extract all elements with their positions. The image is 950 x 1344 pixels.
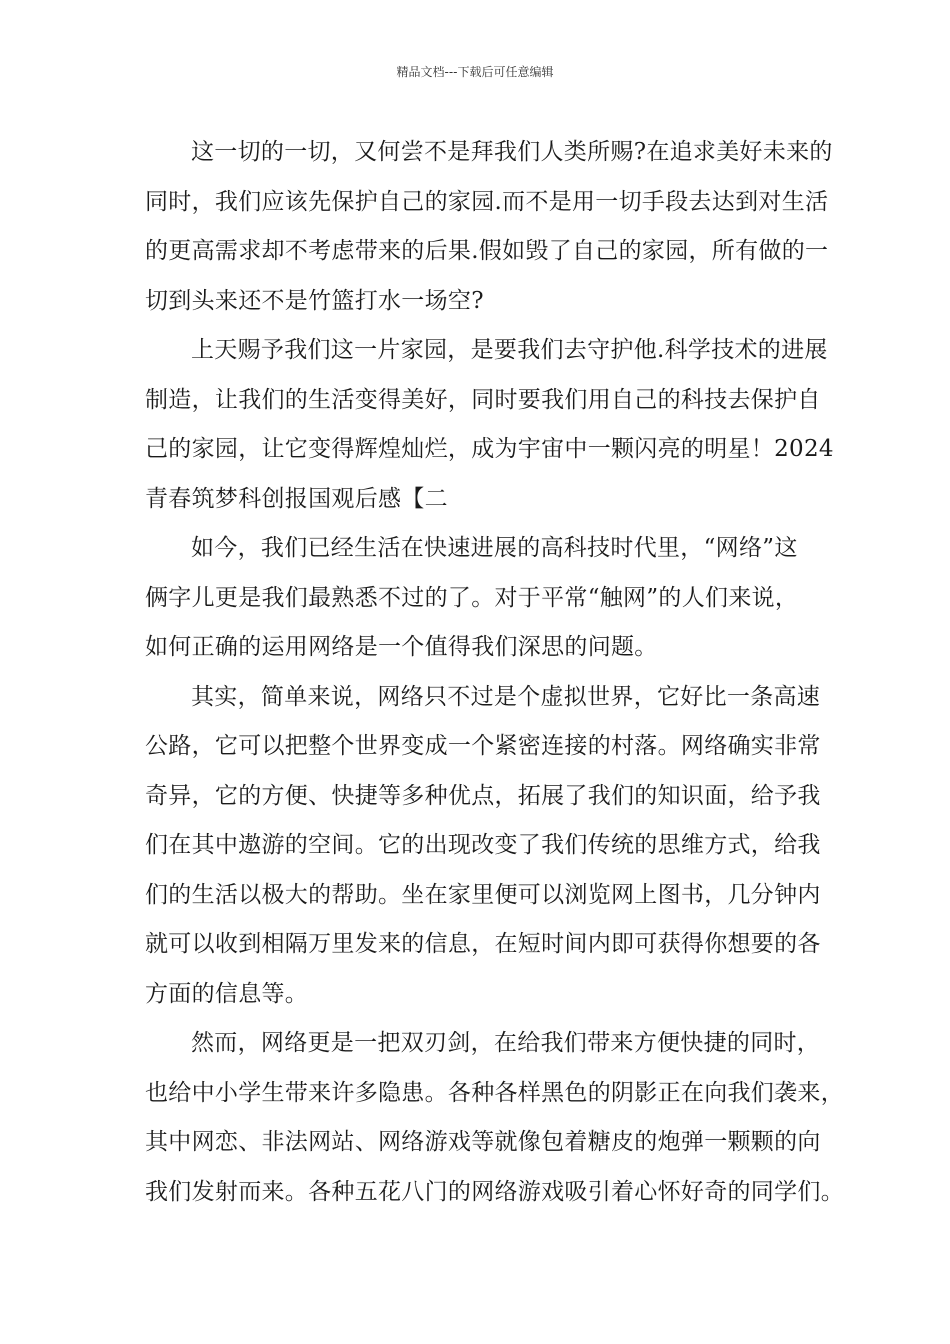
text-line: 上天赐予我们这一片家园，是要我们去守护他.科学技术的进展 xyxy=(191,337,828,363)
text-line: 就可以收到相隔万里发来的信息，在短时间内即可获得你想要的各 xyxy=(145,931,821,957)
text-line: 我们发射而来。各种五花八门的网络游戏吸引着心怀好奇的同学们。 xyxy=(145,1178,844,1205)
text-line: 方面的信息等。 xyxy=(145,980,309,1007)
paragraph-2 xyxy=(145,326,834,524)
text-line: 公路，它可以把整个世界变成一个紧密连接的村落。网络确实非常 xyxy=(145,733,821,759)
text-line: 其中网恋、非法网站、网络游戏等就像包着糖皮的炮弹一颗颗的向 xyxy=(145,1129,821,1155)
text-line: 的更高需求却不考虑带来的后果.假如毁了自己的家园，所有做的一 xyxy=(145,238,829,264)
document-body xyxy=(145,128,844,1217)
text-line: 青春筑梦科创报国观后感【二 xyxy=(145,485,448,512)
text-line: 制造，让我们的生活变得美好，同时要我们用自己的科技去保护自 xyxy=(145,386,821,413)
text-line: 然而，网络更是一把双刃剑，在给我们带来方便快捷的同时， xyxy=(191,1030,821,1056)
paragraph-3 xyxy=(145,524,825,673)
text-line: 其实，简单来说，网络只不过是个虚拟世界，它好比一条高速 xyxy=(191,683,821,710)
page-header-watermark: 精品文档---下载后可任意编辑 xyxy=(396,65,554,79)
text-line: 也给中小学生带来许多隐患。各种各样黑色的阴影正在向我们袭来， xyxy=(145,1079,844,1106)
text-line: 奇异，它的方便、快捷等多种优点，拓展了我们的知识面，给予我 xyxy=(145,782,821,809)
paragraph-5 xyxy=(145,1019,844,1217)
text-line: 己的家园，让它变得辉煌灿烂，成为宇宙中一颗闪亮的明星！2024 xyxy=(145,436,834,462)
text-line: 如今，我们已经生活在快速进展的高科技时代里，“网络”这 xyxy=(191,535,798,561)
text-line: 们的生活以极大的帮助。坐在家里便可以浏览网上图书，几分钟内 xyxy=(145,881,821,908)
paragraph-1 xyxy=(145,128,833,326)
text-line: 同时，我们应该先保护自己的家园.而不是用一切手段去达到对生活 xyxy=(145,188,829,215)
text-line: 如何正确的运用网络是一个值得我们深思的问题。 xyxy=(145,634,658,660)
text-line: 们在其中遨游的空间。它的出现改变了我们传统的思维方式，给我 xyxy=(145,832,821,858)
text-line: 俩字儿更是我们最熟悉不过的了。对于平常“触网”的人们来说， xyxy=(145,584,799,611)
text-line: 切到头来还不是竹篮打水一场空? xyxy=(145,287,484,314)
text-line: 这一切的一切，又何尝不是拜我们人类所赐?在追求美好未来的 xyxy=(191,139,833,165)
paragraph-4 xyxy=(145,673,825,1020)
